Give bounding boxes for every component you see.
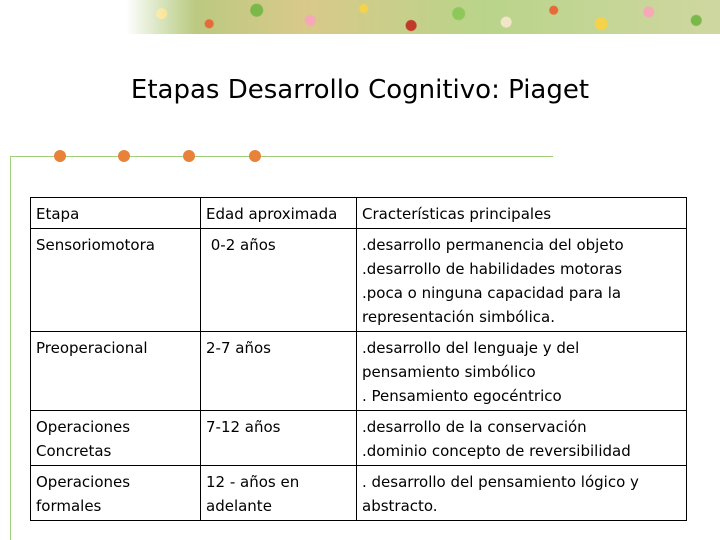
header-stage: Etapa [31,198,201,229]
feature-item: .desarrollo de habilidades motoras [362,260,623,278]
decorative-dot [183,150,195,162]
features-cell [357,332,687,411]
age-cell: 12 - años en adelante [201,466,357,521]
decorative-dot [249,150,261,162]
features-cell [357,229,687,332]
features-cell [357,466,687,521]
floral-banner-image [126,0,720,34]
age-cell: 7-12 años [201,411,357,466]
feature-item: . desarrollo del pensamiento lógico y abstracto. [362,473,639,515]
stage-cell: Operaciones Concretas [31,411,201,466]
decorative-dot [54,150,66,162]
feature-item: .dominio concepto de reversibilidad [362,442,631,460]
table-row [31,466,687,521]
table-row [31,229,687,332]
age-cell: 0-2 años [201,229,357,332]
feature-item: . Pensamiento egocéntrico [362,387,562,405]
piaget-stages-table [30,197,687,521]
decorative-dot [118,150,130,162]
slide-title: Etapas Desarrollo Cognitivo: Piaget [130,75,590,106]
header-age: Edad aproximada [201,198,357,229]
age-cell: 2-7 años [201,332,357,411]
feature-item: .poca o ninguna capacidad para la representación simbólica. [362,284,622,326]
feature-item: .desarrollo de la conservación [362,418,587,436]
features-cell [357,411,687,466]
table-row [31,411,687,466]
decorative-horizontal-line [10,156,553,157]
stage-cell: Operaciones formales [31,466,201,521]
feature-item: .desarrollo permanencia del objeto [362,236,624,254]
header-features: Cracterísticas principales [357,198,687,229]
table-row [31,332,687,411]
feature-item: .desarrollo del lenguaje y del pensamiento simbólico [362,339,580,381]
stage-cell: Preoperacional [31,332,201,411]
table-header-row [31,198,687,229]
banner-fade [126,0,196,34]
decorative-vertical-line [10,156,11,540]
stage-cell: Sensoriomotora [31,229,201,332]
